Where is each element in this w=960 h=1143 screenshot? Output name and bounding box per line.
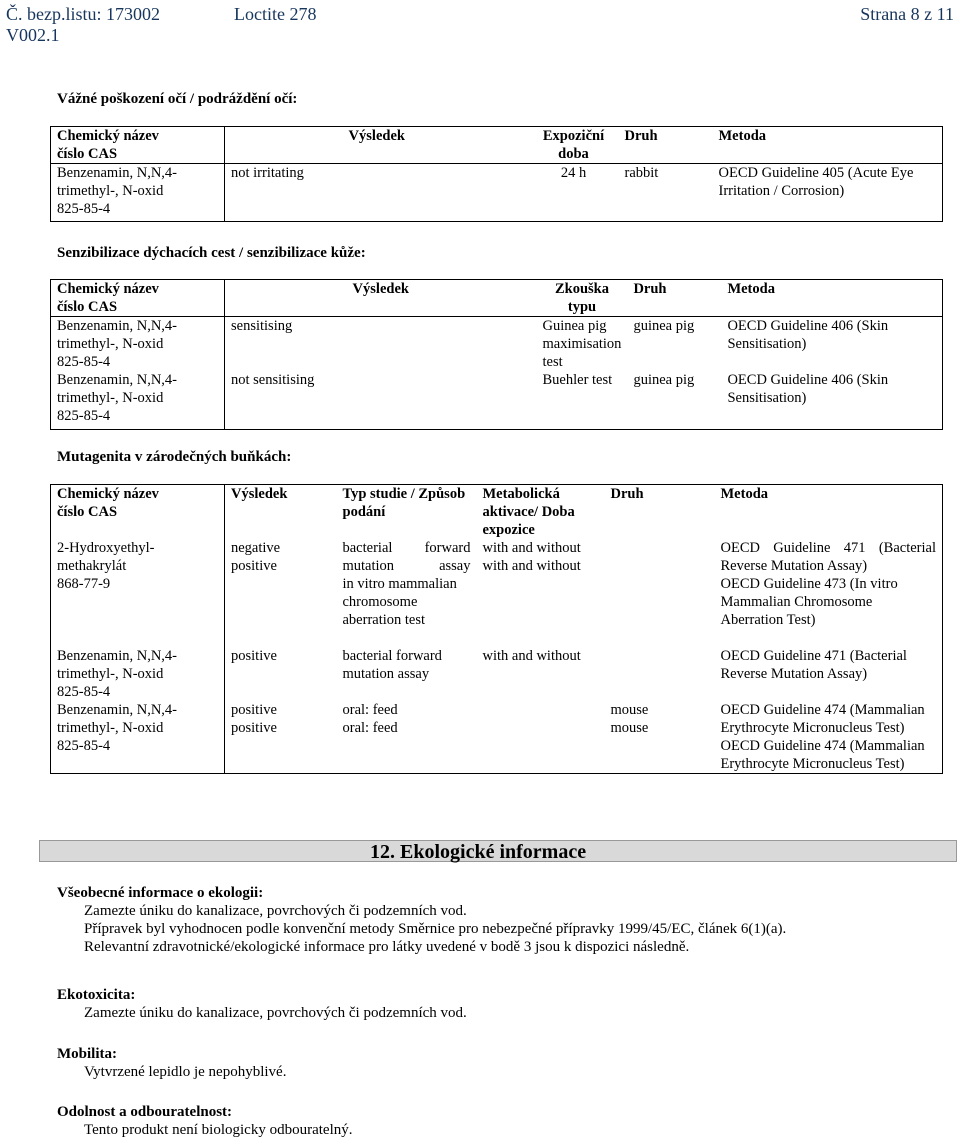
- cell-study: oral: feed: [342, 702, 398, 718]
- cell-cas: 825-85-4: [57, 354, 111, 370]
- cell-study: bacterial forward mutation assay: [342, 648, 442, 682]
- eco-mobility: [57, 1045, 286, 1081]
- sens-table: [50, 279, 943, 430]
- cell-study: oral: feed: [342, 720, 398, 736]
- eco-general-line: Přípravek byl vyhodnocen podle konvenční metody Směrnice pro nebezpečné přípravky 1999/45/EC, článek 6(1)(a).: [84, 921, 787, 937]
- section-12-title: 12. Ekologické informace: [370, 841, 587, 863]
- cell-result: negative: [231, 540, 281, 556]
- cell-result: positive: [231, 720, 277, 736]
- table-header: [51, 485, 943, 540]
- cell-result: not irritating: [231, 165, 304, 181]
- cell-cas: 825-85-4: [57, 738, 111, 754]
- product-name: Loctite 278: [234, 4, 317, 24]
- cell-name: 2-Hydroxyethyl-methakrylát: [57, 540, 155, 574]
- eco-mobility-text: Vytvrzené lepidlo je nepohyblivé.: [84, 1064, 287, 1080]
- cell-cas: 825-85-4: [57, 408, 111, 424]
- cell-method: OECD Guideline 405 (Acute Eye Irritation / Corrosion): [718, 165, 914, 199]
- col-name: Chemický název: [57, 281, 159, 297]
- eco-degradability-text: Tento produkt není biologicky odbouratelný.: [84, 1122, 353, 1138]
- cell-method: OECD Guideline 474 (Mammalian Erythrocyte Micronucleus Test): [720, 702, 925, 736]
- eco-general-title: Všeobecné informace o ekologii:: [57, 885, 264, 901]
- eco-degradability-title: Odolnost a odbouratelnost:: [57, 1104, 233, 1120]
- table-header: [51, 280, 943, 317]
- col-result: Výsledek: [231, 486, 288, 502]
- cell-result: positive: [231, 702, 277, 718]
- cell-study: bacterial forward mutation assay: [342, 540, 471, 574]
- cell-test: Guinea pig maximisation test: [542, 318, 622, 370]
- eco-ecotox-title: Ekotoxicita:: [57, 987, 136, 1003]
- col-method: Metoda: [721, 280, 942, 317]
- col-cas: číslo CAS: [57, 299, 118, 315]
- col-method: Metoda: [713, 127, 943, 164]
- cell-activation: with and without: [482, 648, 581, 664]
- table-row: [51, 371, 943, 430]
- eco-mobility-title: Mobilita:: [57, 1046, 117, 1062]
- cell-activation: with and without: [482, 558, 581, 574]
- cell-method: OECD Guideline 473 (In vitro Mammalian Chromosome Aberration Test): [720, 576, 898, 628]
- cell-species: [605, 647, 715, 701]
- cell-activation: with and without: [482, 540, 581, 556]
- page-number: Strana 8 z 11: [860, 4, 954, 24]
- col-exposure: Expoziční doba: [529, 127, 619, 164]
- col-study: Typ studie / Způsob podání: [342, 486, 466, 520]
- col-cas: číslo CAS: [57, 146, 118, 162]
- table-row: [51, 317, 943, 372]
- table-row: [51, 647, 943, 701]
- col-result: Výsledek: [225, 280, 537, 317]
- cell-species: guinea pig: [633, 318, 695, 334]
- eco-general-line: Relevantní zdravotnické/ekologické informace pro látky uvedené v bodě 3 jsou k dispozici následně.: [84, 939, 690, 955]
- cell-method: OECD Guideline 471 (Bacterial Reverse Mutation Assay): [720, 648, 907, 682]
- cell-study: in vitro mammalian chromosome aberration test: [342, 576, 457, 628]
- eye-table: [50, 126, 943, 222]
- eco-general-line: Zamezte úniku do kanalizace, povrchových či podzemních vod.: [84, 903, 467, 919]
- table-row: [51, 701, 943, 774]
- cell-method: OECD Guideline 474 (Mammalian Erythrocyte Micronucleus Test): [720, 738, 925, 772]
- table-header: [51, 127, 943, 164]
- eco-degradability: [57, 1103, 352, 1139]
- cell-exposure: 24 h: [560, 165, 587, 181]
- cell-cas: 868-77-9: [57, 576, 111, 592]
- cell-name: Benzenamin, N,N,4-trimethyl-, N-oxid: [57, 372, 177, 406]
- cell-test: Buehler test: [542, 372, 613, 388]
- section-12-band: [39, 840, 957, 862]
- cell-result: not sensitising: [231, 372, 315, 388]
- cell-method: OECD Guideline 471 (Bacterial Reverse Mutation Assay): [720, 540, 936, 574]
- page-header: [6, 4, 954, 46]
- eco-ecotox-text: Zamezte úniku do kanalizace, povrchových či podzemních vod.: [84, 1005, 467, 1021]
- cell-result: positive: [231, 648, 277, 664]
- col-activation: Metabolická aktivace/ Doba expozice: [482, 486, 575, 538]
- cell-species: mouse: [610, 702, 649, 718]
- eco-ecotox: [57, 986, 467, 1022]
- cell-name: Benzenamin, N,N,4-trimethyl-, N-oxid: [57, 648, 177, 682]
- doc-number: Č. bezp.listu: 173002: [6, 4, 160, 24]
- col-species: Druh: [627, 280, 721, 317]
- muta-table: [50, 484, 943, 774]
- cell-name: Benzenamin, N,N,4-trimethyl-, N-oxid: [57, 165, 177, 199]
- section-muta-title: Mutagenita v zárodečných buňkách:: [57, 449, 292, 465]
- table-row: [51, 539, 943, 647]
- eco-general: [57, 884, 937, 956]
- version: V002.1: [6, 25, 60, 45]
- cell-species: mouse: [610, 720, 649, 736]
- col-result: Výsledek: [225, 127, 529, 164]
- section-eye-title: Vážné poškození očí / podráždění očí:: [57, 91, 298, 107]
- col-species: Druh: [610, 486, 644, 502]
- cell-species: guinea pig: [633, 372, 695, 388]
- col-cas: číslo CAS: [57, 504, 118, 520]
- cell-cas: 825-85-4: [57, 684, 111, 700]
- cell-name: Benzenamin, N,N,4-trimethyl-, N-oxid: [57, 702, 177, 736]
- col-test: Zkouška typu: [537, 280, 628, 317]
- cell-species: rabbit: [624, 165, 659, 181]
- cell-result: sensitising: [231, 318, 293, 334]
- cell-method: OECD Guideline 406 (Skin Sensitisation): [727, 372, 889, 406]
- col-name: Chemický název: [57, 128, 159, 144]
- section-sens-title: Senzibilizace dýchacích cest / senzibilizace kůže:: [57, 245, 366, 261]
- table-row: [51, 164, 943, 222]
- cell-name: Benzenamin, N,N,4-trimethyl-, N-oxid: [57, 318, 177, 352]
- cell-result: positive: [231, 558, 277, 574]
- cell-method: OECD Guideline 406 (Skin Sensitisation): [727, 318, 889, 352]
- cell-cas: 825-85-4: [57, 201, 111, 217]
- col-method: Metoda: [720, 486, 769, 502]
- col-species: Druh: [619, 127, 713, 164]
- col-name: Chemický název: [57, 486, 159, 502]
